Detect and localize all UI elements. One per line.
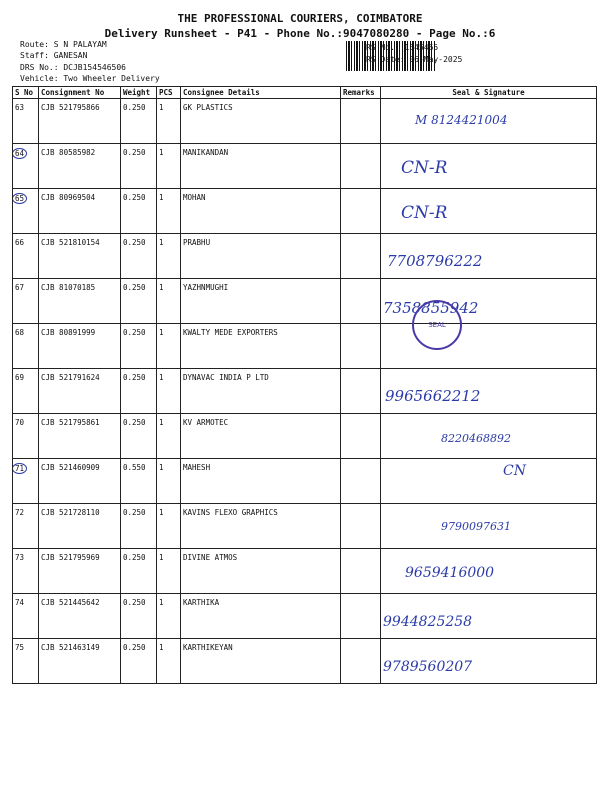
weight: 0.250 xyxy=(121,594,157,639)
signature-cell xyxy=(381,99,597,144)
vehicle-label: Vehicle: Two Wheeler Delivery xyxy=(20,74,160,83)
signature-cell xyxy=(381,504,597,549)
remarks xyxy=(341,549,381,594)
consignee: MANIKANDAN xyxy=(181,144,341,189)
table-row xyxy=(13,594,597,639)
handwritten-signature: CN-R xyxy=(401,203,448,223)
signature-cell xyxy=(381,549,597,594)
table-row xyxy=(13,99,597,144)
remarks xyxy=(341,459,381,504)
consignment-number: CJB 521445642 xyxy=(39,594,121,639)
handwritten-signature: 8220468892 xyxy=(441,432,511,445)
pieces: 1 xyxy=(157,189,181,234)
weight: 0.250 xyxy=(121,414,157,459)
consignee: KARTHIKEYAN xyxy=(181,639,341,684)
column-header: PCS xyxy=(157,87,181,99)
handwritten-signature: 9789560207 xyxy=(383,659,473,675)
handwritten-signature: 9965662212 xyxy=(385,387,481,405)
table-row xyxy=(13,639,597,684)
table-row xyxy=(13,414,597,459)
consignee: KAVINS FLEXO GRAPHICS xyxy=(181,504,341,549)
consignee: YAZHNMUGHI xyxy=(181,279,341,324)
consignment-number: CJB 521795969 xyxy=(39,549,121,594)
pieces: 1 xyxy=(157,594,181,639)
handwritten-signature: CN xyxy=(503,463,526,479)
signature-cell xyxy=(381,369,597,414)
handwritten-signature: CN-R xyxy=(401,158,448,178)
weight: 0.250 xyxy=(121,639,157,684)
remarks xyxy=(341,279,381,324)
table-row xyxy=(13,369,597,414)
remarks xyxy=(341,99,381,144)
serial-number xyxy=(13,459,39,504)
consignment-number: CJB 521795866 xyxy=(39,99,121,144)
remarks xyxy=(341,369,381,414)
pieces: 1 xyxy=(157,99,181,144)
serial-number: 70 xyxy=(13,414,39,459)
table-row xyxy=(13,459,597,504)
serial-number: 66 xyxy=(13,234,39,279)
pieces: 1 xyxy=(157,369,181,414)
handwritten-signature: 7708796222 xyxy=(387,252,483,270)
weight: 0.250 xyxy=(121,144,157,189)
consignee: KV ARMOTEC xyxy=(181,414,341,459)
consignee: DYNAVAC INDIA P LTD xyxy=(181,369,341,414)
table-row xyxy=(13,279,597,324)
weight: 0.250 xyxy=(121,189,157,234)
table-row xyxy=(13,144,597,189)
weight: 0.250 xyxy=(121,279,157,324)
table-row xyxy=(13,234,597,279)
remarks xyxy=(341,234,381,279)
table-row xyxy=(13,189,597,234)
weight: 0.550 xyxy=(121,459,157,504)
rs-number: RS No.: 1545465 xyxy=(366,43,439,52)
pieces: 1 xyxy=(157,459,181,504)
remarks xyxy=(341,324,381,369)
weight: 0.250 xyxy=(121,324,157,369)
serial-number: 75 xyxy=(13,639,39,684)
pieces: 1 xyxy=(157,144,181,189)
serial-number-circled: 71 xyxy=(13,463,28,474)
signature-cell xyxy=(381,414,597,459)
handwritten-signature: 9944825258 xyxy=(383,614,473,630)
consignee: PRABHU xyxy=(181,234,341,279)
serial-number: 68 xyxy=(13,324,39,369)
serial-number-circled: 64 xyxy=(13,148,28,159)
handwritten-signature: 7358855942 xyxy=(383,299,479,317)
signature-cell xyxy=(381,639,597,684)
table-row xyxy=(13,324,597,369)
column-header: Weight xyxy=(121,87,157,99)
column-header: Remarks xyxy=(341,87,381,99)
remarks xyxy=(341,594,381,639)
column-header: S No xyxy=(13,87,39,99)
serial-number-circled: 65 xyxy=(13,193,28,204)
pieces: 1 xyxy=(157,279,181,324)
serial-number: 67 xyxy=(13,279,39,324)
consignment-number: CJB 521791624 xyxy=(39,369,121,414)
staff-label: Staff: GANESAN xyxy=(20,51,88,60)
weight: 0.250 xyxy=(121,234,157,279)
serial-number: 74 xyxy=(13,594,39,639)
company-stamp: SEAL xyxy=(412,300,462,350)
remarks xyxy=(341,189,381,234)
consignee: MOHAN xyxy=(181,189,341,234)
column-header: Consignment No xyxy=(39,87,121,99)
serial-number: 72 xyxy=(13,504,39,549)
runsheet-title: THE PROFESSIONAL COURIERS, COIMBATORE xyxy=(177,12,423,25)
serial-number: 63 xyxy=(13,99,39,144)
pieces: 1 xyxy=(157,234,181,279)
remarks xyxy=(341,504,381,549)
table-row xyxy=(13,504,597,549)
serial-number: 69 xyxy=(13,369,39,414)
handwritten-signature: 9659416000 xyxy=(405,565,495,581)
weight: 0.250 xyxy=(121,99,157,144)
pieces: 1 xyxy=(157,639,181,684)
table-header-row xyxy=(13,87,597,99)
serial-number xyxy=(13,144,39,189)
consignment-number: CJB 521810154 xyxy=(39,234,121,279)
rs-date: RS Date: 06-May-2025 xyxy=(366,55,463,64)
signature-cell xyxy=(381,189,597,234)
weight: 0.250 xyxy=(121,504,157,549)
table-row xyxy=(13,549,597,594)
signature-cell xyxy=(381,459,597,504)
consignee: MAHESH xyxy=(181,459,341,504)
consignee: KARTHIKA xyxy=(181,594,341,639)
remarks xyxy=(341,414,381,459)
consignment-number: CJB 521463149 xyxy=(39,639,121,684)
consignment-number: CJB 81070185 xyxy=(39,279,121,324)
handwritten-signature: M 8124421004 xyxy=(415,113,508,127)
consignment-number: CJB 80891999 xyxy=(39,324,121,369)
consignment-number: CJB 521728110 xyxy=(39,504,121,549)
signature-cell xyxy=(381,144,597,189)
serial-number xyxy=(13,189,39,234)
route-label: Route: S N PALAYAM xyxy=(20,40,107,49)
consignee: KWALTY MEDE EXPORTERS xyxy=(181,324,341,369)
column-header: Consignee Details xyxy=(181,87,341,99)
signature-cell xyxy=(381,234,597,279)
consignment-number: CJB 80969504 xyxy=(39,189,121,234)
pieces: 1 xyxy=(157,549,181,594)
pieces: 1 xyxy=(157,504,181,549)
drs-number: DRS No.: DCJB154546506 xyxy=(20,63,126,72)
consignee: DIVINE ATMOS xyxy=(181,549,341,594)
handwritten-signature: 9790097631 xyxy=(441,520,511,533)
serial-number: 73 xyxy=(13,549,39,594)
consignment-number: CJB 80585982 xyxy=(39,144,121,189)
pieces: 1 xyxy=(157,324,181,369)
consignee: GK PLASTICS xyxy=(181,99,341,144)
consignment-number: CJB 521795861 xyxy=(39,414,121,459)
weight: 0.250 xyxy=(121,549,157,594)
remarks xyxy=(341,144,381,189)
signature-cell xyxy=(381,594,597,639)
weight: 0.250 xyxy=(121,369,157,414)
runsheet-table xyxy=(12,86,597,684)
remarks xyxy=(341,639,381,684)
consignment-number: CJB 521460909 xyxy=(39,459,121,504)
pieces: 1 xyxy=(157,414,181,459)
column-header: Seal & Signature xyxy=(381,87,597,99)
runsheet-subtitle: Delivery Runsheet - P41 - Phone No.:9047080280 - Page No.:6 xyxy=(104,27,496,40)
